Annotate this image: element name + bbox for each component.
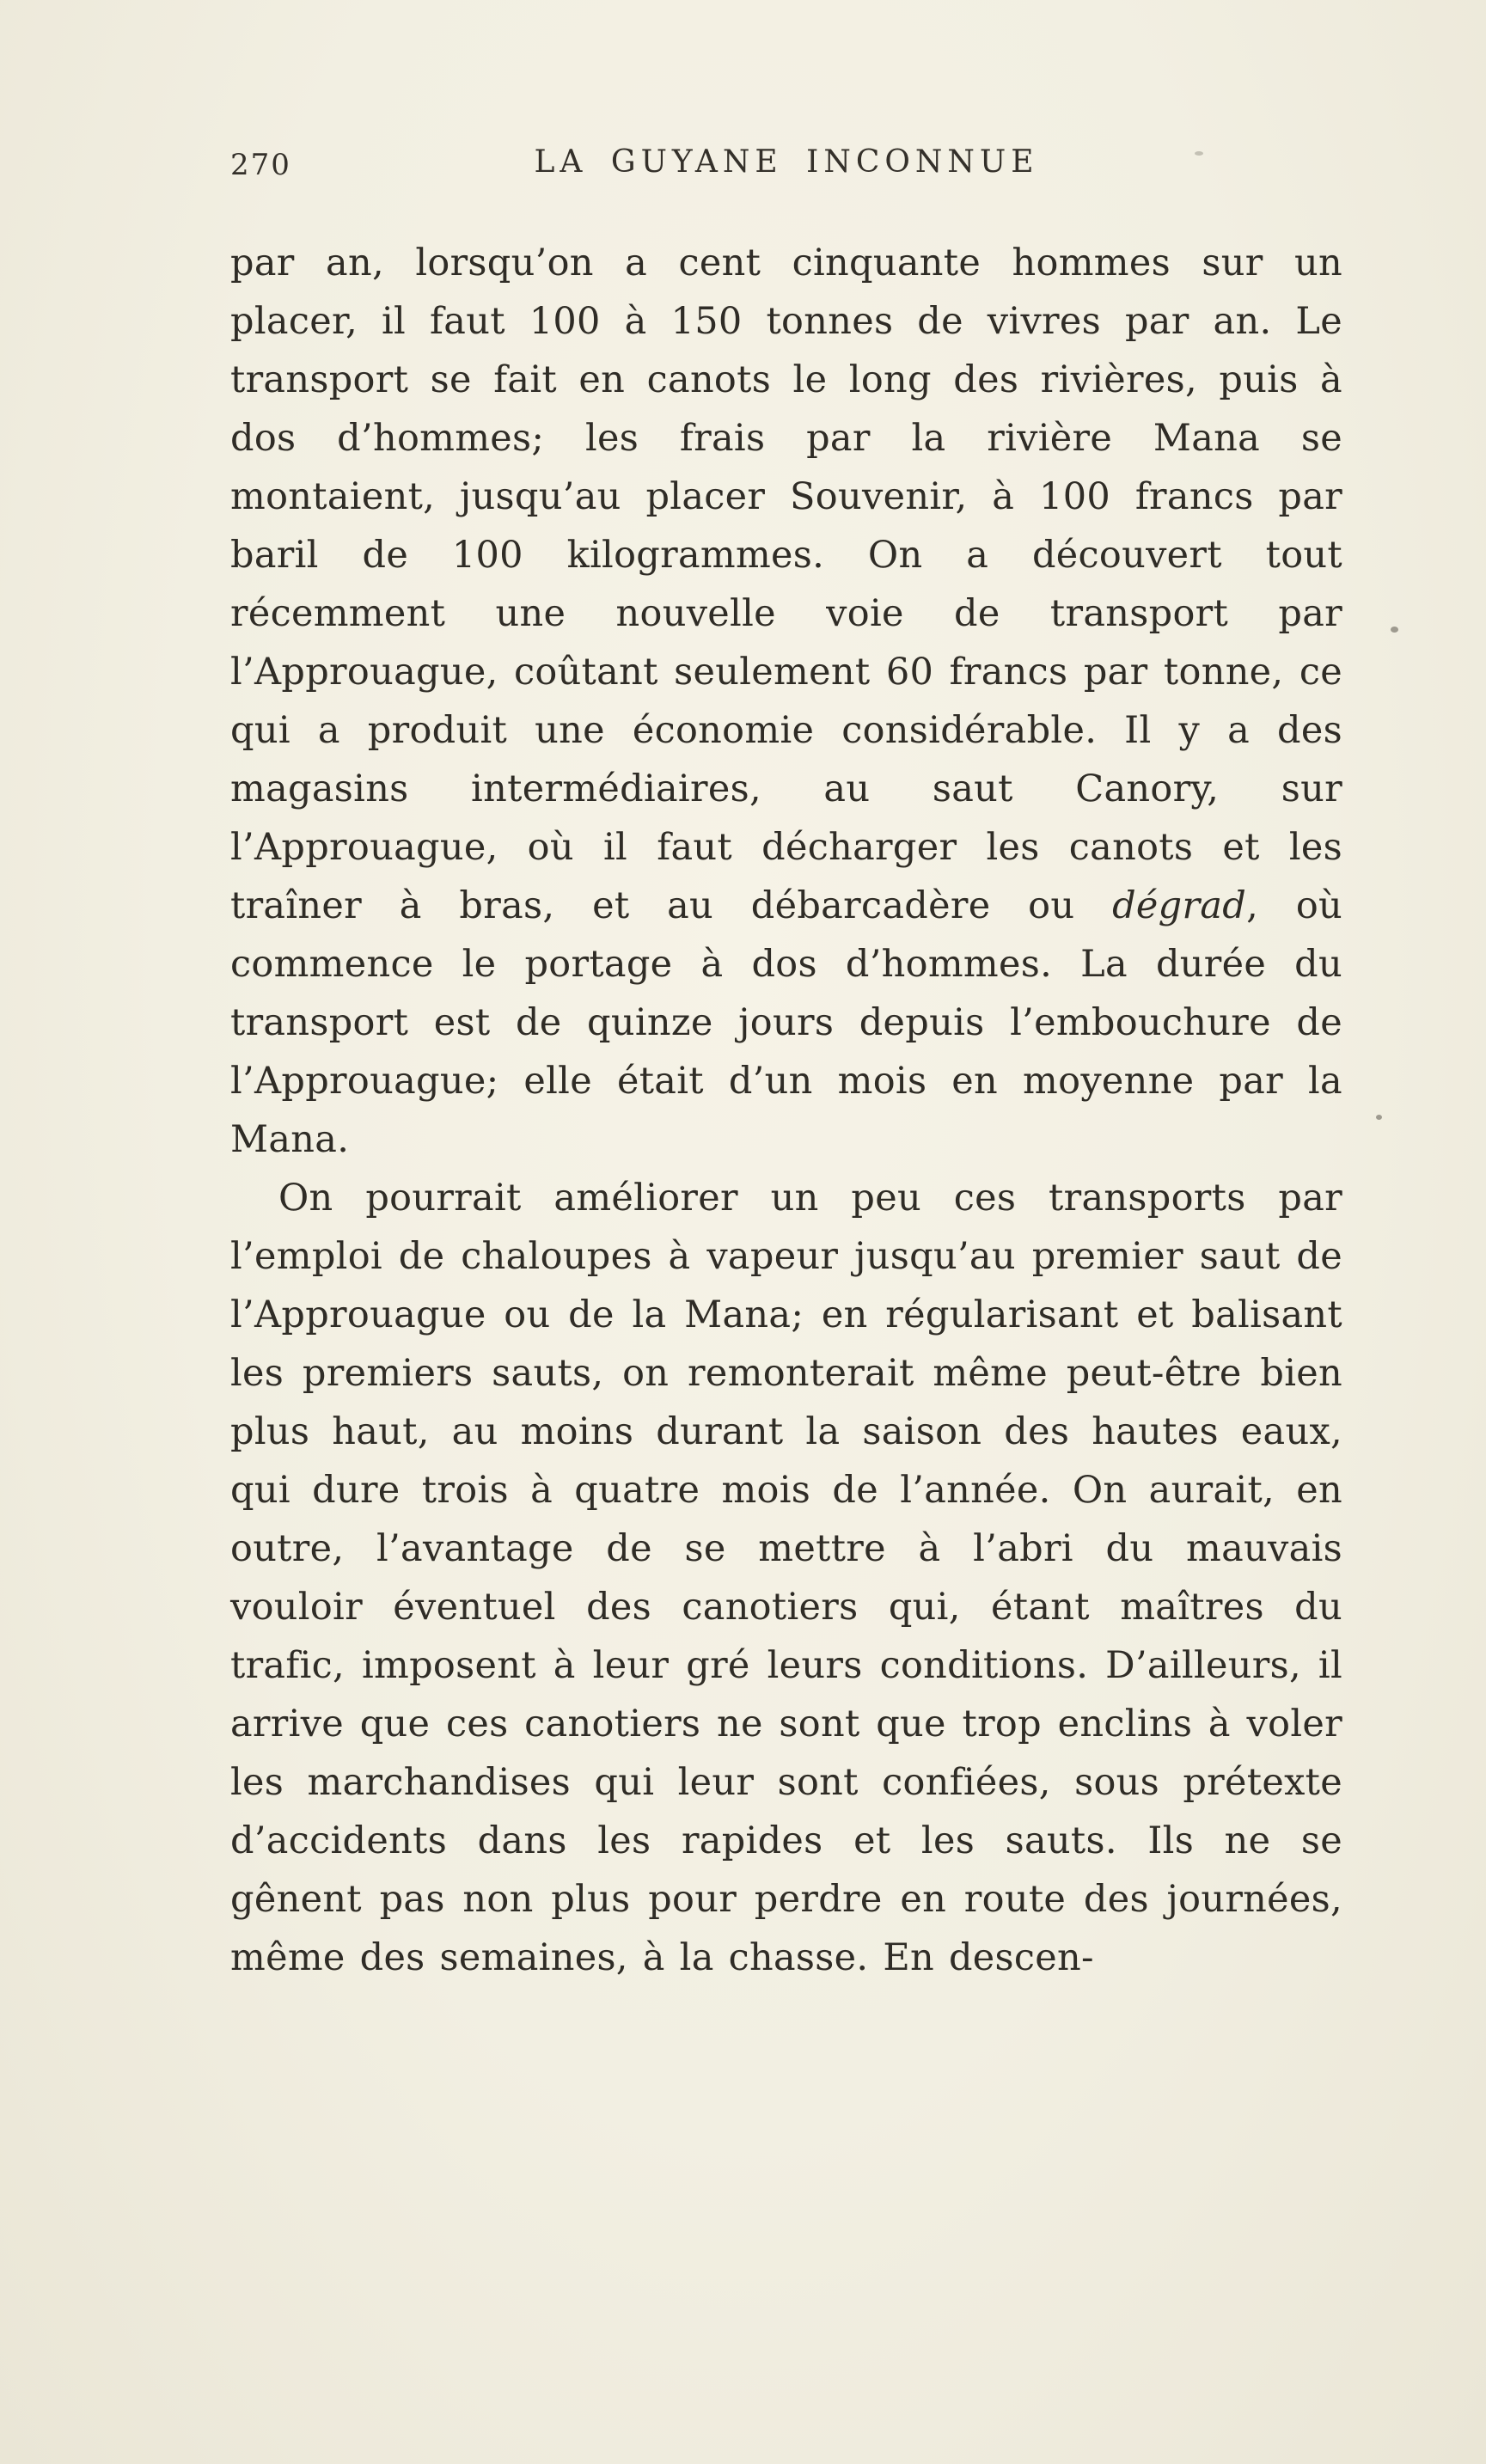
paragraph — [230, 1169, 1342, 1987]
running-title: LA GUYANE INCONNUE — [534, 144, 1039, 180]
page-number: 270 — [230, 148, 291, 182]
paragraph — [230, 234, 1342, 1169]
page-header — [230, 144, 1342, 187]
italic-term: dégrad — [1112, 884, 1247, 927]
scan-speck — [1391, 627, 1398, 633]
text-segment: On pourrait améliorer un peu ces transports par l’emploi de chaloupes à vapeur jusqu’au premier saut de l’Approuague ou de la Mana; en régularisant et balisant les premiers sauts, on remonterait même peut-être bien plus haut, au moins durant la saison des hautes eaux, qui dure trois à quatre mois de l’année. On aurait, en outre, l’avantage de se mettre à l’abri du mauvais vouloir éventuel des canotiers qui, étant maîtres du trafic, imposent à leur gré leurs conditions. D’ailleurs, il arrive que ces canotiers ne sont que trop enclins à voler les marchandises qui leur sont confiées, sous prétexte d’accidents dans les rapides et les sauts. Ils ne se gênent pas non plus pour perdre en route des journées, même des semaines, à la chasse. En descen- — [230, 1177, 1342, 1979]
scan-speck — [1195, 151, 1203, 156]
scan-speck — [1376, 1115, 1382, 1120]
text-segment: , où commence le portage à dos d’hommes. La durée du transport est de quinze jours depuis l’embouchure de l’Approuague; elle était d’un mois en moyenne par la Mana. — [230, 884, 1342, 1161]
body-text — [230, 234, 1342, 1987]
text-segment: par an, lorsqu’on a cent cinquante hommes sur un placer, il faut 100 à 150 tonnes de vivres par an. Le transport se fait en canots le long des rivières, puis à dos d’hommes; les frais par la rivière Mana se montaient, jusqu’au placer Souvenir, à 100 francs par baril de 100 kilogrammes. On a découvert tout récemment une nouvelle voie de transport par l’Approuague, coûtant seulement 60 francs par tonne, ce qui a produit une économie considérable. Il y a des magasins intermédiaires, au saut Canory, sur l’Approuague, où il faut décharger les canots et les traîner à bras, et au débarcadère ou — [230, 242, 1342, 927]
